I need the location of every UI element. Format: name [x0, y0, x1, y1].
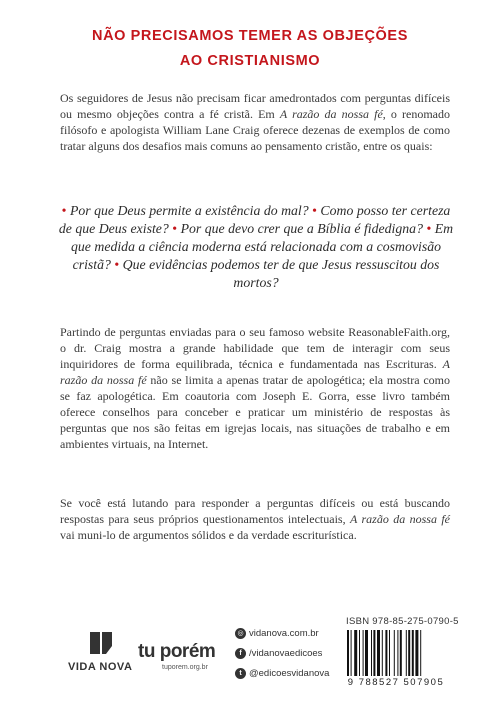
barcode-number: 9 788527 507905: [347, 677, 445, 688]
intro-paragraph: Os seguidores de Jesus não precisam ficar amedrontados com perguntas difíceis ou mesmo objeções contra a fé cristã. Em A razão da nossa fé, o renomado filósofo e apologista William Lane Craig oferece dezenas de exemplos de como tratar alguns dos desafios mais comuns ao pensamento cristão, entre os quais:: [60, 91, 450, 153]
closing-paragraph: Se você está lutando para responder a perguntas difíceis ou está buscando respostas para seus próprios questionamentos intelectuais, A razão da nossa fé vai muni-lo de argumentos sólidos e da verdade escriturística.: [60, 496, 450, 542]
headline-line-2: AO CRISTIANISMO: [179, 53, 321, 69]
barcode-bar: [359, 630, 360, 676]
question-3: Por que devo crer que a Bíblia é fidedigna?: [180, 221, 423, 236]
barcode-bar: [365, 630, 368, 676]
bullet: •: [312, 203, 317, 218]
barcode-bar: [382, 630, 383, 676]
tu-porem-logo: [138, 642, 228, 671]
bullet: •: [61, 203, 67, 218]
barcode-bar: [389, 630, 390, 676]
twitter-icon: t: [235, 668, 246, 679]
imprint-site: tuporem.org.br: [162, 664, 208, 671]
barcode-bar: [406, 630, 407, 676]
barcode-bar: [373, 630, 375, 676]
barcode-bar: [385, 630, 387, 676]
book-title: A razão da nossa fé: [279, 107, 383, 121]
social-twitter: t @edicoesvidanova: [235, 668, 329, 679]
question-2: Como posso ter certeza de que Deus existe?: [58, 203, 451, 236]
question-5: Que evidências podemos ter de que Jesus ressuscitou dos mortos?: [122, 257, 440, 290]
bullet: •: [426, 221, 432, 236]
facebook-icon: f: [235, 648, 246, 659]
barcode-bar: [371, 630, 372, 676]
barcode: [346, 630, 446, 676]
barcode-bar: [354, 630, 357, 676]
book-title: A razão da nossa fé: [60, 357, 450, 387]
publisher-name: VIDA NOVA: [68, 661, 133, 673]
barcode-bar: [363, 630, 364, 676]
headline-line-1: NÃO PRECISAMOS TEMER AS OBJEÇÕES: [92, 28, 408, 44]
vida-nova-mark-icon: [86, 628, 116, 658]
barcode-bar: [412, 630, 414, 676]
barcode-bar: [408, 630, 410, 676]
barcode-bar: [351, 630, 352, 676]
question-4: Em que medida a ciência moderna está relacionada com a cosmovisão cristã?: [70, 221, 454, 272]
bullet: •: [172, 221, 178, 236]
vida-nova-logo: [68, 628, 133, 678]
imprint-name: tu porém: [138, 641, 216, 662]
barcode-bar: [347, 630, 349, 676]
questions-block: [58, 202, 454, 292]
barcode-bar: [397, 630, 398, 676]
body-paragraph: Partindo de perguntas enviadas para o seu famoso website ReasonableFaith.org, o dr. Craig mostra a grande habilidade que tem de interagir com seus inquiridores de forma equilibrada, técnica e fundamentada nas Escrituras. A razão da nossa fé não se limita a apenas tratar de apologética; ela mostra como se faz apologética. Em coautoria com Joseph E. Gorra, esse livro também oferece conselhos para conceber e praticar um ministério de respostas às perguntas que nos são feitas em igrejas locais, nas situações de trabalho e em ambientes virtuais, na Internet.: [60, 325, 450, 451]
barcode-bar: [420, 630, 421, 676]
barcode-bar: [400, 630, 402, 676]
bullet: •: [114, 257, 120, 272]
barcode-bar: [415, 630, 418, 676]
instagram-icon: ◎: [235, 628, 246, 639]
isbn: ISBN 978-85-275-0790-5: [346, 616, 459, 627]
barcode-bar: [394, 630, 395, 676]
question-1: Por que Deus permite a existência do mal?: [69, 203, 309, 218]
social-website: ◎ vidanova.com.br: [235, 628, 319, 639]
barcode-bar: [377, 630, 380, 676]
book-title: A razão da nossa fé: [349, 512, 450, 526]
social-facebook: f /vidanovaedicoes: [235, 648, 322, 659]
